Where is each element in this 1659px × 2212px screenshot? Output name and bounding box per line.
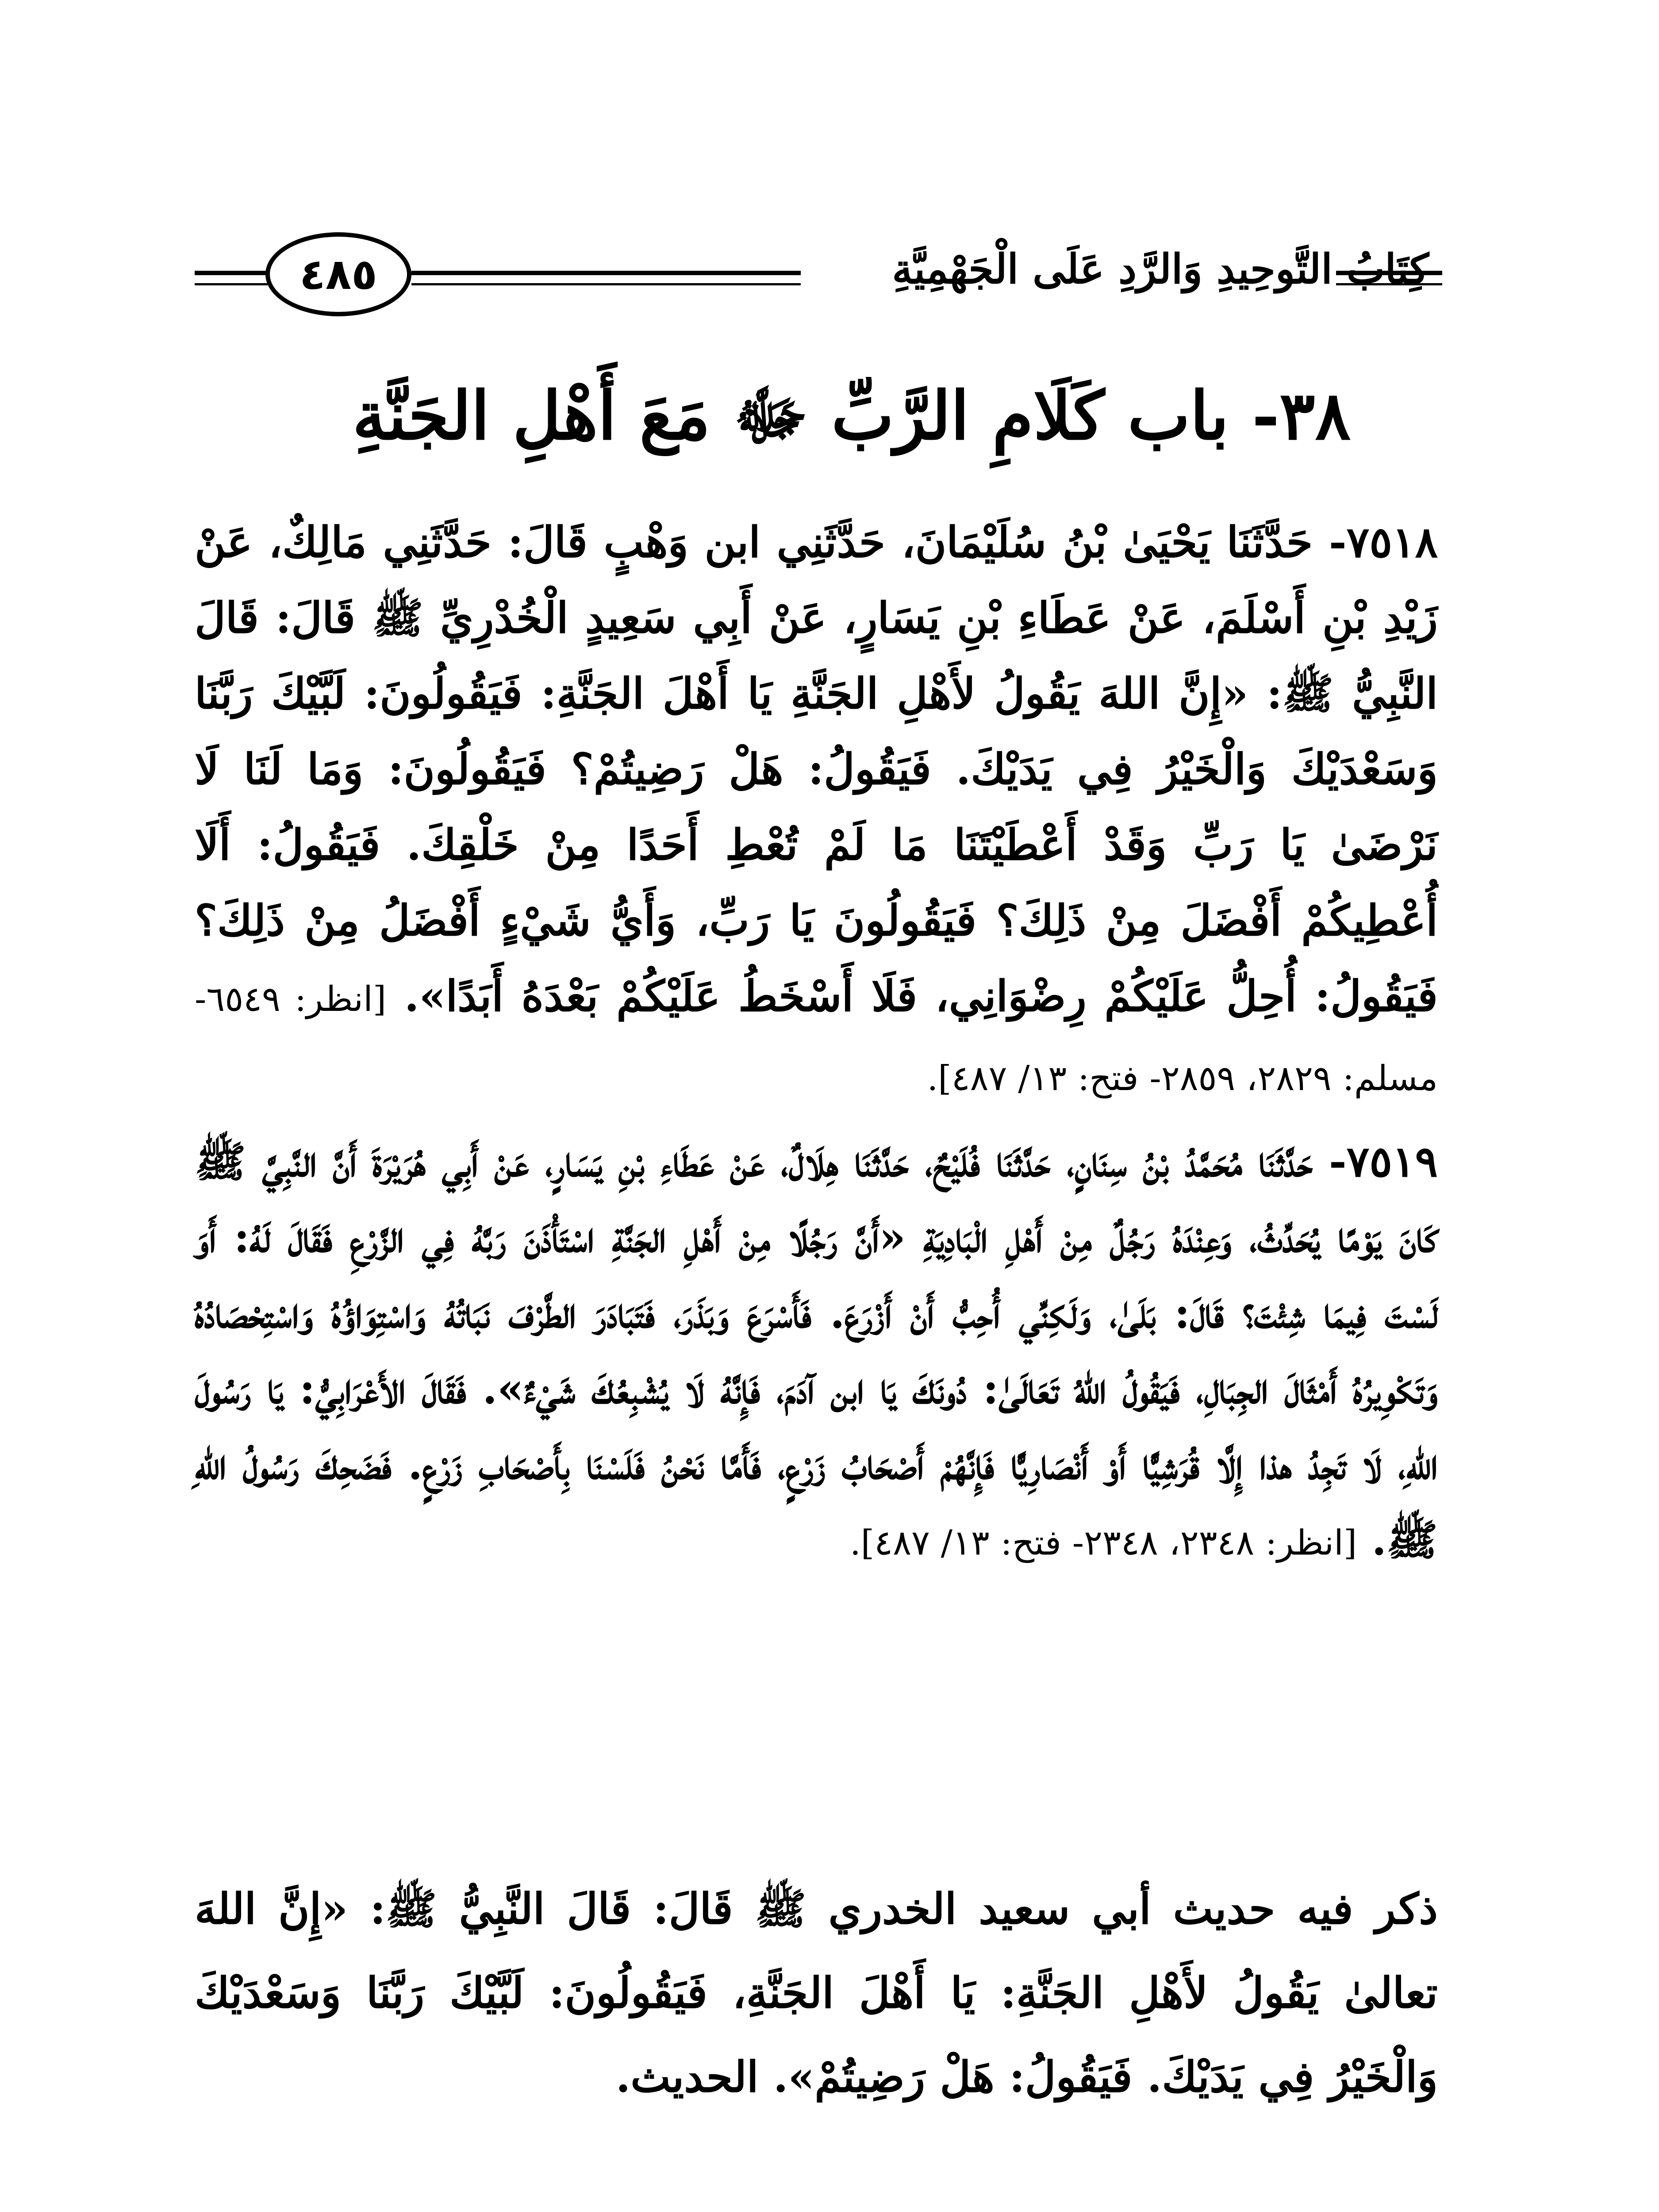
hadith-7519 <box>195 1124 1438 1581</box>
running-title: كِتَابُ التَّوحِيدِ وَالرَّدِ عَلَى الْجَهْمِيَّةِ <box>892 245 1429 293</box>
hadith-text: حَدَّثَنَا مُحَمَّدُ بْنُ سِنَانٍ، حَدَّثَنَا فُلَيْحٌ، حَدَّثَنَا هِلَالٌ، عَنْ عَطَاءِ بْنِ يَسَارٍ، عَنْ أَبِي هُرَيْرَةَ أَنَّ النَّبِيَّ ﷺ كَانَ يَوْمًا يُحَدِّثُ، وَعِنْدَهُ رَجُلٌ مِنْ أَهْلِ الْبَادِيَةِ «أَنَّ رَجُلًا مِنْ أَهْلِ الجَنَّةِ اسْتَأْذَنَ رَبَّهُ فِي الزَّرْعِ فَقَالَ لَهُ: أَوَ لَسْتَ فِيمَا شِئْتَ؟ قَالَ: بَلَىٰ، وَلَكِنِّي أُحِبُّ أَنْ أَزْرَعَ. فَأَسْرَعَ وَبَذَرَ، فَتَبَادَرَ الطَّرْفَ نَبَاتُهُ وَاسْتِوَاؤُهُ وَاسْتِحْصَادُهُ وَتَكْوِيرُهُ أَمْثَالَ الجِبَالِ، فَيَقُولُ اللهُ تَعَالَىٰ: دُونَكَ يَا ابن آدَمَ، فَإِنَّهُ لَا يُشْبِعُكَ شَيْءٌ». فَقَالَ الأَعْرَابِيُّ: يَا رَسُولَ اللهِ، لَا تَجِدُ هذا إِلَّا قُرَشِيًّا أَوْ أَنْصَارِيًّا فَإِنَّهُمْ أَصْحَابُ زَرْعٍ، فَأَمَّا نَحْنُ فَلَسْنَا بِأَصْحَابِ زَرْعٍ. فَضَحِكَ رَسُولُ اللهِ ﷺ. <box>195 1137 1438 1565</box>
chapter-title: ٣٨- باب كَلَامِ الرَّبِّ ﷻ مَعَ أَهْلِ الجَنَّةِ <box>352 377 1351 455</box>
header-rule-middle-top <box>411 271 801 275</box>
hadith-7518 <box>195 504 1438 1117</box>
page-number: ٤٨٥ <box>300 250 377 299</box>
header-rule-left-bottom <box>195 283 268 285</box>
hadith-number: ٧٥١٨- <box>1329 517 1438 567</box>
hadith-number: ٧٥١٩- <box>1329 1137 1438 1187</box>
commentary-paragraph: ذكر فيه حديث أبي سعيد الخدري ﷺ قَالَ: قَالَ النَّبِيُّ ﷺ: «إِنَّ اللهَ تعالىٰ يَقُولُ لأَهْلِ الجَنَّةِ: يَا أَهْلَ الجَنَّةِ، فَيَقُولُونَ: لَبَّيْكَ رَبَّنَا وَسَعْدَيْكَ وَالْخَيْرُ فِي يَدَيْكَ. فَيَقُولُ: هَلْ رَضِيتُمْ». الحديث. <box>195 1884 1438 2102</box>
commentary-paragraph <box>195 2208 1438 2212</box>
header-rule-middle-bottom <box>411 283 801 285</box>
hadith-reference: [انظر: ٦٥٤٩- مسلم: ٢٨٢٩، ٢٨٥٩- فتح: ١٣/ ٤٨٧]. <box>195 979 1438 1098</box>
hadith-text: حَدَّثَنَا يَحْيَىٰ بْنُ سُلَيْمَانَ، حَدَّثَنِي ابن وَهْبٍ قَالَ: حَدَّثَنِي مَالِكٌ، عَنْ زَيْدِ بْنِ أَسْلَمَ، عَنْ عَطَاءِ بْنِ يَسَارٍ، عَنْ أَبِي سَعِيدٍ الْخُدْرِيِّ ﷺ قَالَ: قَالَ النَّبِيُّ ﷺ: «إِنَّ اللهَ يَقُولُ لأَهْلِ الجَنَّةِ يَا أَهْلَ الجَنَّةِ: فَيَقُولُونَ: لَبَّيْكَ رَبَّنَا وَسَعْدَيْكَ وَالْخَيْرُ فِي يَدَيْكَ. فَيَقُولُ: هَلْ رَضِيتُمْ؟ فَيَقُولُونَ: وَمَا لَنَا لَا نَرْضَىٰ يَا رَبِّ وَقَدْ أَعْطَيْتَنَا مَا لَمْ تُعْطِ أَحَدًا مِنْ خَلْقِكَ. فَيَقُولُ: أَلَا أُعْطِيكُمْ أَفْضَلَ مِنْ ذَلِكَ؟ فَيَقُولُونَ يَا رَبِّ، وَأَيُّ شَيْءٍ أَفْضَلُ مِنْ ذَلِكَ؟ فَيَقُولُ: أُحِلُّ عَلَيْكُمْ رِضْوَانِي، فَلَا أَسْخَطُ عَلَيْكُمْ بَعْدَهُ أَبَدًا». <box>195 517 1438 1021</box>
hadith-reference: [انظر: ٢٣٤٨، ٢٣٤٨- فتح: ١٣/ ٤٨٧]. <box>849 1523 1357 1563</box>
header-rule-left-top <box>195 271 268 275</box>
page-number-badge <box>265 232 411 316</box>
